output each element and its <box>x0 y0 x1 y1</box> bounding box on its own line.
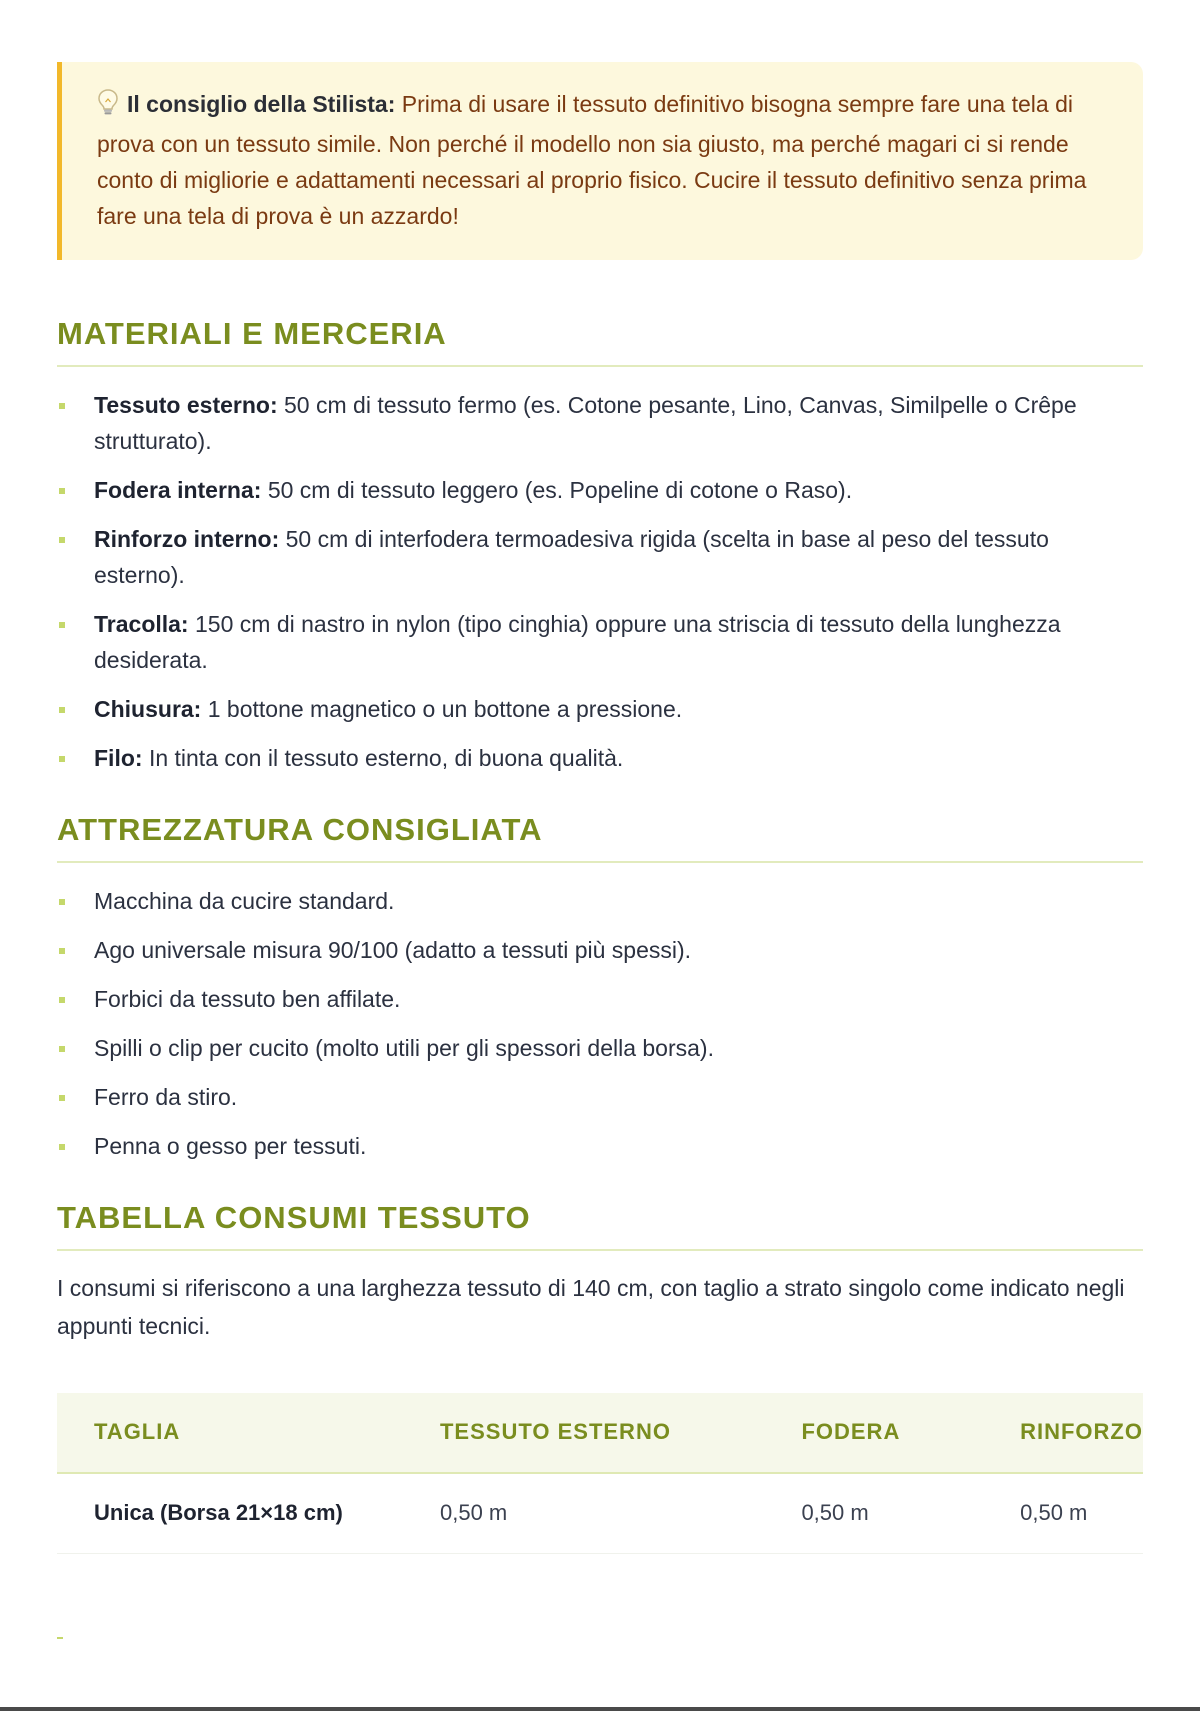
list-item <box>57 740 1143 776</box>
item-text: In tinta con il tessuto esterno, di buona qualità. <box>148 745 624 771</box>
list-item <box>57 606 1143 678</box>
item-label: Tracolla: <box>94 611 189 637</box>
tip-label: Il consiglio della Stilista: <box>127 91 396 117</box>
consumption-table <box>57 1393 1143 1554</box>
item-text: 50 cm di interfodera termoadesiva rigida (scelta in base al peso del tessuto esterno). <box>94 526 1049 588</box>
lightbulb-icon <box>97 88 123 126</box>
list-item <box>57 981 1143 1017</box>
column-header-size: TAGLIA <box>57 1393 403 1473</box>
item-text: 50 cm di tessuto leggero (es. Popeline di cotone o Raso). <box>267 477 853 503</box>
consumption-heading: TABELLA CONSUMI TESSUTO <box>57 1200 1143 1251</box>
stylist-tip-callout <box>57 62 1143 260</box>
bullet-marker <box>59 948 65 954</box>
bullet-marker <box>59 537 65 543</box>
cell-outer-fabric: 0,50 m <box>403 1473 764 1554</box>
column-header-outer-fabric: TESSUTO ESTERNO <box>403 1393 764 1473</box>
list-item <box>57 691 1143 727</box>
item-label: Tessuto esterno: <box>94 392 278 418</box>
item-text: Macchina da cucire standard. <box>94 888 395 914</box>
list-item <box>57 1128 1143 1164</box>
column-header-lining: FODERA <box>764 1393 983 1473</box>
item-text: Ago universale misura 90/100 (adatto a tessuti più spessi). <box>94 937 692 963</box>
item-text: Penna o gesso per tessuti. <box>94 1133 367 1159</box>
page-bottom-border <box>0 1707 1200 1711</box>
item-text: Spilli o clip per cucito (molto utili per gli spessori della borsa). <box>94 1035 714 1061</box>
tools-list <box>57 883 1143 1164</box>
cell-interfacing: 0,50 m <box>983 1473 1143 1554</box>
bullet-marker <box>59 1095 65 1101</box>
bullet-marker <box>59 899 65 905</box>
item-label: Rinforzo interno: <box>94 526 280 552</box>
item-label: Filo: <box>94 745 143 771</box>
bullet-marker <box>59 403 65 409</box>
bullet-marker <box>59 622 65 628</box>
bullet-marker <box>59 707 65 713</box>
table-header-row <box>57 1393 1143 1473</box>
bullet-marker <box>59 488 65 494</box>
column-header-interfacing: RINFORZO <box>983 1393 1143 1473</box>
bullet-marker <box>59 1144 65 1150</box>
tools-heading: ATTREZZATURA CONSIGLIATA <box>57 812 1143 863</box>
list-item <box>57 521 1143 593</box>
page-content <box>57 62 1143 1554</box>
cell-lining: 0,50 m <box>764 1473 983 1554</box>
tip-text: Prima di usare il tessuto definitivo bisogna sempre fare una tela di prova con un tessuto simile. Non perché il modello non sia giusto, ma perché magari ci si rende conto di migliorie e adattamenti necessari al proprio fisico. Cucire il tessuto definitivo senza prima fare una tela di prova è un azzardo! <box>97 91 1087 229</box>
bullet-marker <box>59 756 65 762</box>
item-text: Forbici da tessuto ben affilate. <box>94 986 401 1012</box>
list-item <box>57 1079 1143 1115</box>
materials-heading: MATERIALI E MERCERIA <box>57 316 1143 367</box>
item-text: 150 cm di nastro in nylon (tipo cinghia) oppure una striscia di tessuto della lunghezza desiderata. <box>94 611 1061 673</box>
item-text: 50 cm di tessuto fermo (es. Cotone pesante, Lino, Canvas, Similpelle o Crêpe strutturato). <box>94 392 1077 454</box>
item-label: Fodera interna: <box>94 477 262 503</box>
item-text: 1 bottone magnetico o un bottone a pressione. <box>207 696 683 722</box>
table-row <box>57 1473 1143 1554</box>
list-item <box>57 932 1143 968</box>
item-text: Ferro da stiro. <box>94 1084 238 1110</box>
cell-size: Unica (Borsa 21×18 cm) <box>57 1473 403 1554</box>
materials-list <box>57 387 1143 776</box>
bullet-marker <box>59 997 65 1003</box>
divider-stub <box>57 1637 63 1639</box>
consumption-intro: I consumi si riferiscono a una larghezza tessuto di 140 cm, con taglio a strato singolo come indicato negli appunti tecnici. <box>57 1275 1125 1339</box>
list-item <box>57 472 1143 508</box>
list-item <box>57 387 1143 459</box>
item-label: Chiusura: <box>94 696 202 722</box>
list-item <box>57 883 1143 919</box>
bullet-marker <box>59 1046 65 1052</box>
list-item <box>57 1030 1143 1066</box>
